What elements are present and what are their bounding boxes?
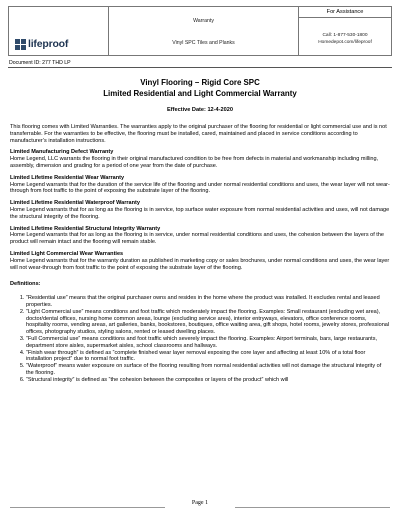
assistance-title: For Assistance — [299, 9, 391, 18]
logo-text: lifeproof — [28, 38, 69, 50]
title-line-1: Vinyl Flooring – Rigid Core SPC — [140, 78, 260, 87]
section-heading: Limited Manufacturing Defect Warranty — [10, 149, 114, 156]
header-warranty-label: Warranty — [193, 18, 214, 24]
section-heading: Limited Lifetime Residential Wear Warranty — [10, 174, 125, 181]
header-assistance-cell — [299, 7, 391, 55]
footer-rule-left — [10, 507, 165, 508]
definition-item: 4. “Finish wear through” is defined as “complete finished wear layer removal exposing the core layer and affecting at least 10% of a total floor installation project” due to normal foot traffic. — [26, 350, 390, 364]
definition-item: 5. “Waterproof” means water exposure on surface of the flooring resulting from normal residential activities will not damage the structural integrity of the flooring. — [26, 363, 390, 377]
header-center-cell — [109, 7, 299, 55]
section-text: Home Legend warrants that for the warranty duration as published in marketing copy or sales brochures, under normal conditions and uses, the wear layer will not wear-through from foot traffic to the point of exposing the substrate layer of the flooring. — [10, 257, 390, 271]
section-text: Home Legend warrants that for the duration of the service life of the flooring and under normal residential conditions and uses, the wear layer will not wear-through from foot traffic to the point of exposing the substrate layer of the flooring. — [10, 181, 390, 195]
section-text: Home Legend warrants that for as long as the flooring is in service, top surface water exposure from normal residential activities and uses, will not damage the structural integrity of the flooring. — [10, 206, 390, 220]
assistance-phone: Call: 1-877-530-1800 — [322, 33, 368, 38]
intro-paragraph: This flooring comes with Limited Warranties. The warranties apply to the original purchaser of the flooring for residential or light commercial use and is not transferrable. For the warranties to be effective, the flooring must be installed, cared, maintained and placed in service conditions according to manufacturer’s installation instructions. — [10, 124, 387, 144]
header-box — [8, 6, 392, 56]
definition-item: 1. “Residential use” means that the original purchaser owns and resides in the home where the product was installed. It excludes rental and leased properties. — [26, 295, 390, 309]
lifeproof-logo — [15, 37, 68, 51]
section-manufacturing-defect — [10, 149, 390, 169]
document-id: Document ID: 277 THD LP — [9, 60, 71, 66]
section-text: Home Legend, LLC warrants the flooring in their original manufactured condition to be free from defects in material and workmanship including milling, assembly, dimension and grading for a period of one year from the date of purchase. — [10, 156, 379, 169]
definitions-list — [10, 295, 390, 383]
effective-date: Effective Date: 12-4-2020 — [167, 107, 233, 113]
title-line-2: Limited Residential and Light Commercial Warranty — [103, 89, 297, 98]
footer-rule-right — [235, 507, 390, 508]
section-heading: Limited Light Commercial Wear Warranties — [10, 250, 124, 257]
warranty-body — [10, 124, 390, 384]
header-logo-cell — [9, 7, 109, 55]
section-residential-waterproof — [10, 200, 390, 220]
definition-item: 6. “Structural integrity” is defined as “the cohesion between the composites or layers of the product” which will — [26, 377, 390, 384]
section-residential-wear — [10, 175, 390, 195]
definition-item: 3. “Full Commercial use” means conditions and foot traffic which severely impact the flooring. Examples: Airport terminals, bars, large restaurants, department store aisles, supermarket aisles, school classrooms and hallways. — [26, 336, 390, 350]
header-divider — [8, 67, 392, 68]
section-heading: Limited Lifetime Residential Waterproof Warranty — [10, 200, 140, 207]
definition-item: 2. “Light Commercial use” means conditions and foot traffic which moderately impact the flooring. Examples: Small restaurant (excluding wet area), doctor/dental offices, nursing home common areas, lounge (excluding service area), interior entryways, elevators, office conference rooms, hospitality rooms, vending areas, art galleries, banks, bookstores, boutiques, office waiting area, gift shops, hotel rooms, jewelry stores, professional offices, photography studios, styling salons, rented or leased dwelling places. — [26, 309, 390, 336]
section-heading: Limited Lifetime Residential Structural Integrity Warranty — [10, 225, 161, 232]
section-text: Home Legend warrants that for as long as the flooring is in service, under normal residential conditions and uses, the cohesion between the layers of the product will remain intact and the flooring will remain stable. — [10, 232, 385, 246]
definitions-heading: Definitions: — [10, 281, 41, 288]
header-product-label: Vinyl SPC Tiles and Planks — [172, 40, 235, 46]
section-light-commercial-wear — [10, 251, 390, 271]
page-number: Page 1 — [191, 500, 209, 506]
logo-grid-icon — [15, 39, 26, 50]
section-structural-integrity — [10, 226, 390, 246]
assistance-url: Homedepot.com/lifeproof — [318, 40, 372, 45]
